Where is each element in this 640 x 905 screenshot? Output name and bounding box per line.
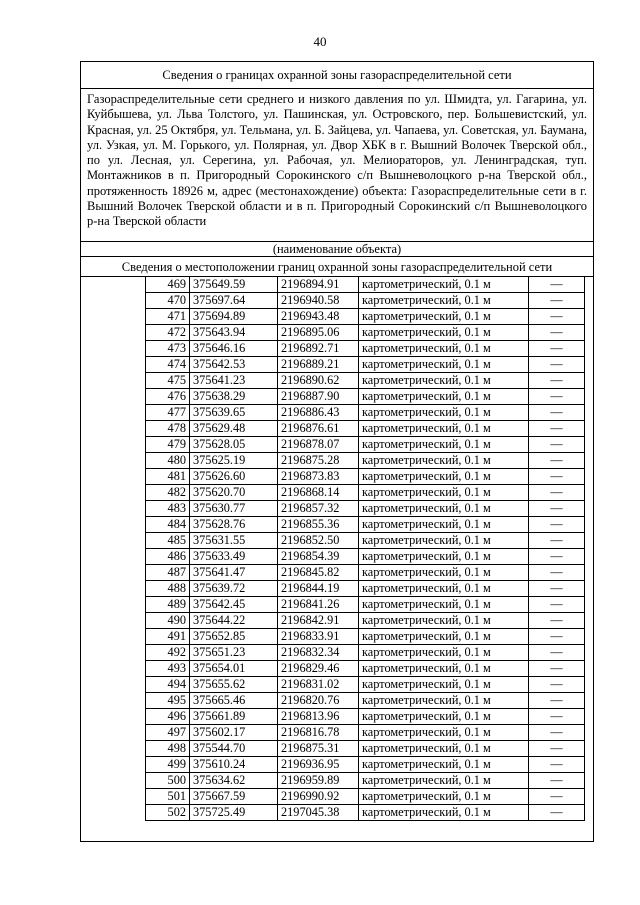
- coord-y-cell: 2196842.91: [278, 613, 359, 629]
- method-cell: картометрический, 0.1 м: [359, 597, 529, 613]
- table-row: [146, 645, 585, 661]
- method-cell: картометрический, 0.1 м: [359, 293, 529, 309]
- coord-x-cell: 375641.47: [190, 565, 278, 581]
- coord-x-cell: 375628.05: [190, 437, 278, 453]
- coord-x-cell: 375654.01: [190, 661, 278, 677]
- note-dash-cell: —: [529, 389, 585, 405]
- point-number-cell: 476: [146, 389, 190, 405]
- note-dash-cell: —: [529, 373, 585, 389]
- table-row: [146, 501, 585, 517]
- table-row: [146, 597, 585, 613]
- method-cell: картометрический, 0.1 м: [359, 549, 529, 565]
- page-number: 40: [313, 34, 327, 49]
- coord-y-cell: 2196841.26: [278, 597, 359, 613]
- point-number-cell: 469: [146, 277, 190, 293]
- coord-x-cell: 375633.49: [190, 549, 278, 565]
- note-dash-cell: —: [529, 437, 585, 453]
- method-cell: картометрический, 0.1 м: [359, 421, 529, 437]
- coord-y-cell: 2196833.91: [278, 629, 359, 645]
- table-row: [146, 309, 585, 325]
- coord-y-cell: 2196894.91: [278, 277, 359, 293]
- point-number-cell: 472: [146, 325, 190, 341]
- note-dash-cell: —: [529, 773, 585, 789]
- method-cell: картометрический, 0.1 м: [359, 405, 529, 421]
- table-row: [146, 469, 585, 485]
- coord-x-cell: 375602.17: [190, 725, 278, 741]
- point-number-cell: 502: [146, 805, 190, 821]
- coord-y-cell: 2196813.96: [278, 709, 359, 725]
- point-number-cell: 492: [146, 645, 190, 661]
- note-dash-cell: —: [529, 453, 585, 469]
- coord-x-cell: 375694.89: [190, 309, 278, 325]
- method-cell: картометрический, 0.1 м: [359, 789, 529, 805]
- method-cell: картометрический, 0.1 м: [359, 693, 529, 709]
- coord-x-cell: 375655.62: [190, 677, 278, 693]
- coord-x-cell: 375620.70: [190, 485, 278, 501]
- coord-y-cell: 2197045.38: [278, 805, 359, 821]
- note-dash-cell: —: [529, 309, 585, 325]
- point-number-cell: 500: [146, 773, 190, 789]
- point-number-cell: 482: [146, 485, 190, 501]
- method-cell: картометрический, 0.1 м: [359, 805, 529, 821]
- coord-y-cell: 2196875.28: [278, 453, 359, 469]
- method-cell: картометрический, 0.1 м: [359, 517, 529, 533]
- coord-x-cell: 375644.22: [190, 613, 278, 629]
- coord-x-cell: 375628.76: [190, 517, 278, 533]
- note-dash-cell: —: [529, 645, 585, 661]
- point-number-cell: 498: [146, 741, 190, 757]
- note-dash-cell: —: [529, 789, 585, 805]
- note-dash-cell: —: [529, 741, 585, 757]
- method-cell: картометрический, 0.1 м: [359, 645, 529, 661]
- table-row: [146, 661, 585, 677]
- point-number-cell: 491: [146, 629, 190, 645]
- method-cell: картометрический, 0.1 м: [359, 373, 529, 389]
- coord-y-cell: 2196936.95: [278, 757, 359, 773]
- method-cell: картометрический, 0.1 м: [359, 741, 529, 757]
- coord-y-cell: 2196820.76: [278, 693, 359, 709]
- method-cell: картометрический, 0.1 м: [359, 469, 529, 485]
- note-dash-cell: —: [529, 293, 585, 309]
- coord-y-cell: 2196832.34: [278, 645, 359, 661]
- note-dash-cell: —: [529, 581, 585, 597]
- method-cell: картометрический, 0.1 м: [359, 773, 529, 789]
- note-dash-cell: —: [529, 325, 585, 341]
- method-cell: картометрический, 0.1 м: [359, 357, 529, 373]
- coord-y-cell: 2196878.07: [278, 437, 359, 453]
- method-cell: картометрический, 0.1 м: [359, 533, 529, 549]
- object-caption: (наименование объекта): [81, 242, 593, 257]
- note-dash-cell: —: [529, 517, 585, 533]
- table-row: [146, 533, 585, 549]
- table-row: [146, 357, 585, 373]
- coord-x-cell: 375638.29: [190, 389, 278, 405]
- table-row: [146, 453, 585, 469]
- point-number-cell: 499: [146, 757, 190, 773]
- point-number-cell: 496: [146, 709, 190, 725]
- coord-y-cell: 2196854.39: [278, 549, 359, 565]
- table-row: [146, 629, 585, 645]
- coord-x-cell: 375639.72: [190, 581, 278, 597]
- coord-x-cell: 375652.85: [190, 629, 278, 645]
- document-frame: [80, 61, 594, 842]
- coord-y-cell: 2196868.14: [278, 485, 359, 501]
- method-cell: картометрический, 0.1 м: [359, 325, 529, 341]
- note-dash-cell: —: [529, 805, 585, 821]
- note-dash-cell: —: [529, 501, 585, 517]
- table-row: [146, 517, 585, 533]
- point-number-cell: 487: [146, 565, 190, 581]
- method-cell: картометрический, 0.1 м: [359, 629, 529, 645]
- table-row: [146, 805, 585, 821]
- coord-y-cell: 2196959.89: [278, 773, 359, 789]
- coord-y-cell: 2196844.19: [278, 581, 359, 597]
- note-dash-cell: —: [529, 357, 585, 373]
- table-row: [146, 677, 585, 693]
- point-number-cell: 493: [146, 661, 190, 677]
- table-row: [146, 485, 585, 501]
- coord-x-cell: 375642.53: [190, 357, 278, 373]
- point-number-cell: 486: [146, 549, 190, 565]
- coord-y-cell: 2196895.06: [278, 325, 359, 341]
- table-row: [146, 341, 585, 357]
- coord-y-cell: 2196887.90: [278, 389, 359, 405]
- point-number-cell: 489: [146, 597, 190, 613]
- point-number-cell: 473: [146, 341, 190, 357]
- coord-x-cell: 375646.16: [190, 341, 278, 357]
- coord-x-cell: 375544.70: [190, 741, 278, 757]
- coord-y-cell: 2196943.48: [278, 309, 359, 325]
- method-cell: картометрический, 0.1 м: [359, 661, 529, 677]
- point-number-cell: 484: [146, 517, 190, 533]
- method-cell: картометрический, 0.1 м: [359, 341, 529, 357]
- note-dash-cell: —: [529, 661, 585, 677]
- method-cell: картометрический, 0.1 м: [359, 501, 529, 517]
- point-number-cell: 481: [146, 469, 190, 485]
- coord-x-cell: 375667.59: [190, 789, 278, 805]
- coord-x-cell: 375665.46: [190, 693, 278, 709]
- point-number-cell: 471: [146, 309, 190, 325]
- section-title: Сведения о границах охранной зоны газораспределительной сети: [81, 62, 593, 89]
- coord-x-cell: 375651.23: [190, 645, 278, 661]
- coordinates-table-body: [146, 277, 585, 821]
- method-cell: картометрический, 0.1 м: [359, 565, 529, 581]
- method-cell: картометрический, 0.1 м: [359, 309, 529, 325]
- table-row: [146, 725, 585, 741]
- method-cell: картометрический, 0.1 м: [359, 277, 529, 293]
- method-cell: картометрический, 0.1 м: [359, 389, 529, 405]
- coord-y-cell: 2196889.21: [278, 357, 359, 373]
- point-number-cell: 497: [146, 725, 190, 741]
- method-cell: картометрический, 0.1 м: [359, 437, 529, 453]
- location-header: Сведения о местоположении границ охранной зоны газораспределительной сети: [81, 257, 593, 277]
- point-number-cell: 490: [146, 613, 190, 629]
- method-cell: картометрический, 0.1 м: [359, 581, 529, 597]
- coord-y-cell: 2196829.46: [278, 661, 359, 677]
- method-cell: картометрический, 0.1 м: [359, 485, 529, 501]
- point-number-cell: 480: [146, 453, 190, 469]
- coord-x-cell: 375625.19: [190, 453, 278, 469]
- note-dash-cell: —: [529, 469, 585, 485]
- method-cell: картометрический, 0.1 м: [359, 613, 529, 629]
- coord-y-cell: 2196852.50: [278, 533, 359, 549]
- table-row: [146, 373, 585, 389]
- method-cell: картометрический, 0.1 м: [359, 757, 529, 773]
- point-number-cell: 477: [146, 405, 190, 421]
- method-cell: картометрический, 0.1 м: [359, 453, 529, 469]
- coord-x-cell: 375641.23: [190, 373, 278, 389]
- method-cell: картометрический, 0.1 м: [359, 677, 529, 693]
- table-row: [146, 565, 585, 581]
- note-dash-cell: —: [529, 405, 585, 421]
- coord-x-cell: 375643.94: [190, 325, 278, 341]
- point-number-cell: 494: [146, 677, 190, 693]
- coord-y-cell: 2196831.02: [278, 677, 359, 693]
- table-row: [146, 389, 585, 405]
- table-row: [146, 437, 585, 453]
- table-row: [146, 293, 585, 309]
- note-dash-cell: —: [529, 485, 585, 501]
- coord-x-cell: 375642.45: [190, 597, 278, 613]
- point-number-cell: 475: [146, 373, 190, 389]
- coord-x-cell: 375634.62: [190, 773, 278, 789]
- point-number-cell: 495: [146, 693, 190, 709]
- coord-y-cell: 2196845.82: [278, 565, 359, 581]
- note-dash-cell: —: [529, 549, 585, 565]
- note-dash-cell: —: [529, 277, 585, 293]
- note-dash-cell: —: [529, 677, 585, 693]
- table-row: [146, 277, 585, 293]
- table-row: [146, 709, 585, 725]
- note-dash-cell: —: [529, 757, 585, 773]
- object-description: Газораспределительные сети среднего и низкого давления по ул. Шмидта, ул. Гагарина, ул. Куйбышева, ул. Льва Толстого, ул. Пашинская, ул. Островского, пер. Большевистский, ул. Красная, ул. 25 Октября, ул. Тельмана, ул. Б. Зайцева, ул. Чапаева, ул. Советская, ул. Баумана, ул. Узкая, ул. М. Горького, ул. Полярная, ул. Двор ХБК в г. Вышний Волочек Тверской обл., по ул. Лесная, ул. Серегина, ул. Рабочая, ул. Мелиораторов, ул. Ленинградская, туп. Монтажников в п. Пригородный Сорокинского с/п Вышневолоцкого р-на Тверской обл., протяженность 18926 м, адрес (местонахождение) объекта: Газораспределительные сети в г. Вышний Волочек Тверской области и в п. Пригородный Сорокинский с/п Вышневолоцкого р-на Тверской области: [81, 89, 593, 242]
- table-row: [146, 581, 585, 597]
- coord-x-cell: 375725.49: [190, 805, 278, 821]
- coord-y-cell: 2196875.31: [278, 741, 359, 757]
- coord-x-cell: 375630.77: [190, 501, 278, 517]
- point-number-cell: 488: [146, 581, 190, 597]
- point-number-cell: 485: [146, 533, 190, 549]
- point-number-cell: 479: [146, 437, 190, 453]
- point-number-cell: 501: [146, 789, 190, 805]
- coord-y-cell: 2196940.58: [278, 293, 359, 309]
- method-cell: картометрический, 0.1 м: [359, 709, 529, 725]
- coord-y-cell: 2196873.83: [278, 469, 359, 485]
- coordinates-table: [145, 276, 585, 821]
- note-dash-cell: —: [529, 565, 585, 581]
- table-row: [146, 789, 585, 805]
- coord-y-cell: 2196886.43: [278, 405, 359, 421]
- point-number-cell: 483: [146, 501, 190, 517]
- table-row: [146, 693, 585, 709]
- table-row: [146, 421, 585, 437]
- table-row: [146, 741, 585, 757]
- coord-x-cell: 375649.59: [190, 277, 278, 293]
- coord-x-cell: 375626.60: [190, 469, 278, 485]
- table-row: [146, 325, 585, 341]
- coord-y-cell: 2196890.62: [278, 373, 359, 389]
- note-dash-cell: —: [529, 693, 585, 709]
- note-dash-cell: —: [529, 597, 585, 613]
- note-dash-cell: —: [529, 725, 585, 741]
- coord-y-cell: 2196857.32: [278, 501, 359, 517]
- note-dash-cell: —: [529, 613, 585, 629]
- point-number-cell: 478: [146, 421, 190, 437]
- note-dash-cell: —: [529, 341, 585, 357]
- note-dash-cell: —: [529, 709, 585, 725]
- note-dash-cell: —: [529, 533, 585, 549]
- note-dash-cell: —: [529, 421, 585, 437]
- point-number-cell: 474: [146, 357, 190, 373]
- coord-x-cell: 375631.55: [190, 533, 278, 549]
- table-row: [146, 405, 585, 421]
- coord-y-cell: 2196990.92: [278, 789, 359, 805]
- table-row: [146, 757, 585, 773]
- coord-y-cell: 2196855.36: [278, 517, 359, 533]
- table-row: [146, 549, 585, 565]
- method-cell: картометрический, 0.1 м: [359, 725, 529, 741]
- coord-x-cell: 375661.89: [190, 709, 278, 725]
- point-number-cell: 470: [146, 293, 190, 309]
- coord-y-cell: 2196892.71: [278, 341, 359, 357]
- note-dash-cell: —: [529, 629, 585, 645]
- coord-x-cell: 375697.64: [190, 293, 278, 309]
- coord-y-cell: 2196816.78: [278, 725, 359, 741]
- coord-y-cell: 2196876.61: [278, 421, 359, 437]
- coord-x-cell: 375629.48: [190, 421, 278, 437]
- table-row: [146, 613, 585, 629]
- table-row: [146, 773, 585, 789]
- coord-x-cell: 375639.65: [190, 405, 278, 421]
- coord-x-cell: 375610.24: [190, 757, 278, 773]
